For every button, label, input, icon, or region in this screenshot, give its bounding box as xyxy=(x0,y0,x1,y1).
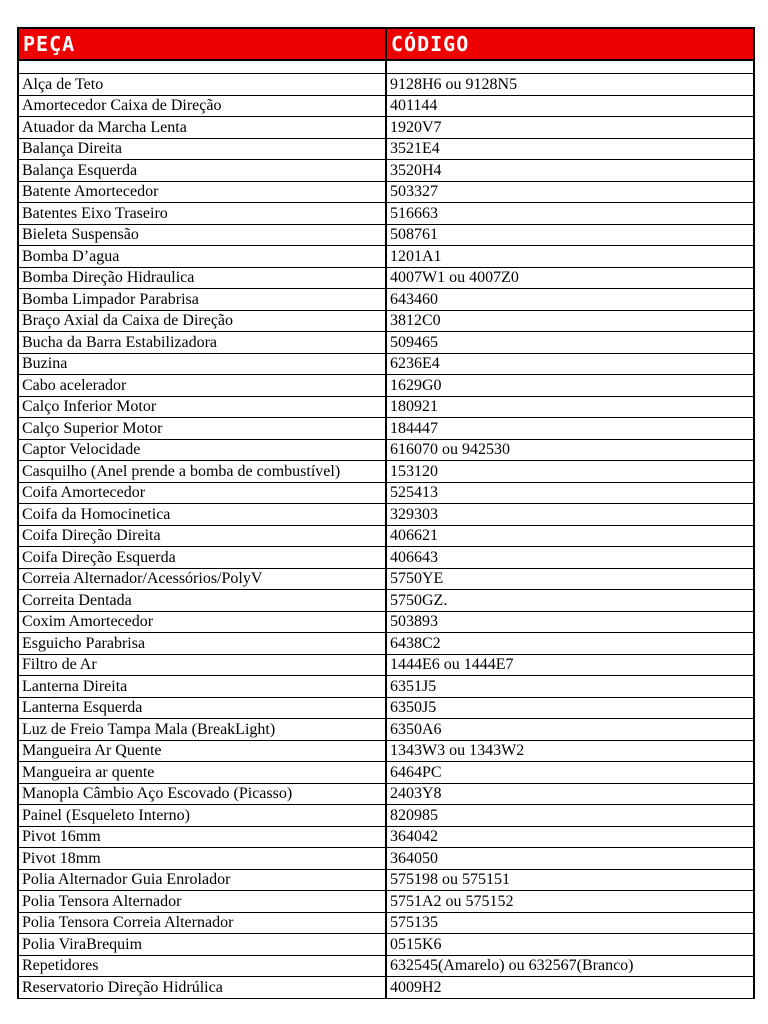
table-row xyxy=(18,310,754,332)
part-name-cell: Mangueira ar quente xyxy=(18,762,386,784)
part-name-cell: Braço Axial da Caixa de Direção xyxy=(18,310,386,332)
part-name-cell: Correita Dentada xyxy=(18,590,386,612)
part-name-cell: Alça de Teto xyxy=(18,74,386,96)
part-code-cell: 1444E6 ou 1444E7 xyxy=(386,654,754,676)
table-row xyxy=(18,697,754,719)
part-code-cell: 509465 xyxy=(386,332,754,354)
table-row xyxy=(18,848,754,870)
part-name-cell: Captor Velocidade xyxy=(18,439,386,461)
part-code-cell: 364042 xyxy=(386,826,754,848)
part-name-cell: Mangueira Ar Quente xyxy=(18,740,386,762)
part-code-cell: 0515K6 xyxy=(386,934,754,956)
part-code-cell: 329303 xyxy=(386,504,754,526)
part-code-cell: 820985 xyxy=(386,805,754,827)
part-code-cell: 9128H6 ou 9128N5 xyxy=(386,74,754,96)
table-row xyxy=(18,418,754,440)
table-row xyxy=(18,203,754,225)
part-code-cell: 503327 xyxy=(386,181,754,203)
part-code-cell: 643460 xyxy=(386,289,754,311)
part-code-cell: 5750GZ. xyxy=(386,590,754,612)
table-row xyxy=(18,482,754,504)
part-name-cell: Coifa da Homocinetica xyxy=(18,504,386,526)
part-code-cell: 364050 xyxy=(386,848,754,870)
part-name-cell: Polia Alternador Guia Enrolador xyxy=(18,869,386,891)
table-row xyxy=(18,826,754,848)
part-name-cell: Bucha da Barra Estabilizadora xyxy=(18,332,386,354)
part-code-cell: 6438C2 xyxy=(386,633,754,655)
part-code-cell: 503893 xyxy=(386,611,754,633)
parts-table xyxy=(17,27,755,999)
table-row xyxy=(18,525,754,547)
part-name-cell: Bomba Direção Hidraulica xyxy=(18,267,386,289)
part-code-cell: 525413 xyxy=(386,482,754,504)
table-row xyxy=(18,783,754,805)
part-name-cell: Reservatorio Direção Hidrúlica xyxy=(18,977,386,999)
part-name-cell: Esguicho Parabrisa xyxy=(18,633,386,655)
table-row xyxy=(18,439,754,461)
part-name-cell: Filtro de Ar xyxy=(18,654,386,676)
part-code-cell: 5751A2 ou 575152 xyxy=(386,891,754,913)
table-row xyxy=(18,246,754,268)
part-name-cell: Balança Esquerda xyxy=(18,160,386,182)
part-name-cell: Pivot 18mm xyxy=(18,848,386,870)
part-code-cell: 6350J5 xyxy=(386,697,754,719)
table-row xyxy=(18,289,754,311)
part-code-cell: 575198 ou 575151 xyxy=(386,869,754,891)
table-row xyxy=(18,504,754,526)
part-name-cell: Amortecedor Caixa de Direção xyxy=(18,95,386,117)
spacer-cell xyxy=(386,60,754,74)
table-row xyxy=(18,611,754,633)
table-row xyxy=(18,869,754,891)
part-name-cell: Batentes Eixo Traseiro xyxy=(18,203,386,225)
part-code-cell: 616070 ou 942530 xyxy=(386,439,754,461)
part-code-cell: 3521E4 xyxy=(386,138,754,160)
part-name-cell: Lanterna Esquerda xyxy=(18,697,386,719)
part-code-cell: 1343W3 ou 1343W2 xyxy=(386,740,754,762)
table-row xyxy=(18,375,754,397)
table-row xyxy=(18,547,754,569)
part-code-cell: 4009H2 xyxy=(386,977,754,999)
part-code-cell: 516663 xyxy=(386,203,754,225)
part-name-cell: Buzina xyxy=(18,353,386,375)
part-code-cell: 575135 xyxy=(386,912,754,934)
table-row xyxy=(18,654,754,676)
part-code-cell: 406621 xyxy=(386,525,754,547)
part-code-cell: 4007W1 ou 4007Z0 xyxy=(386,267,754,289)
part-name-cell: Correia Alternador/Acessórios/PolyV xyxy=(18,568,386,590)
table-row xyxy=(18,74,754,96)
table-row xyxy=(18,633,754,655)
table-row xyxy=(18,977,754,999)
part-name-cell: Casquilho (Anel prende a bomba de combustível) xyxy=(18,461,386,483)
spacer-row xyxy=(18,60,754,74)
part-code-cell: 406643 xyxy=(386,547,754,569)
part-code-cell: 5750YE xyxy=(386,568,754,590)
table-row xyxy=(18,740,754,762)
spacer-cell xyxy=(18,60,386,74)
part-name-cell: Coifa Amortecedor xyxy=(18,482,386,504)
part-code-cell: 180921 xyxy=(386,396,754,418)
table-row xyxy=(18,332,754,354)
part-name-cell: Polia ViraBrequim xyxy=(18,934,386,956)
part-name-cell: Luz de Freio Tampa Mala (BreakLight) xyxy=(18,719,386,741)
table-row xyxy=(18,912,754,934)
part-code-cell: 153120 xyxy=(386,461,754,483)
part-code-cell: 3520H4 xyxy=(386,160,754,182)
table-row xyxy=(18,762,754,784)
table-row xyxy=(18,224,754,246)
part-name-cell: Polia Tensora Alternador xyxy=(18,891,386,913)
table-row xyxy=(18,590,754,612)
part-name-cell: Calço Superior Motor xyxy=(18,418,386,440)
part-name-cell: Cabo acelerador xyxy=(18,375,386,397)
table-row xyxy=(18,353,754,375)
table-row xyxy=(18,160,754,182)
table-row xyxy=(18,805,754,827)
part-name-cell: Polia Tensora Correia Alternador xyxy=(18,912,386,934)
table-row xyxy=(18,955,754,977)
part-code-cell: 1201A1 xyxy=(386,246,754,268)
table-row xyxy=(18,95,754,117)
part-code-cell: 401144 xyxy=(386,95,754,117)
part-name-cell: Coxim Amortecedor xyxy=(18,611,386,633)
table-row xyxy=(18,891,754,913)
part-code-cell: 508761 xyxy=(386,224,754,246)
part-name-cell: Coifa Direção Esquerda xyxy=(18,547,386,569)
part-code-cell: 1920V7 xyxy=(386,117,754,139)
table-row xyxy=(18,719,754,741)
table-row xyxy=(18,138,754,160)
part-code-cell: 184447 xyxy=(386,418,754,440)
table-row xyxy=(18,461,754,483)
part-name-cell: Bieleta Suspensão xyxy=(18,224,386,246)
part-code-cell: 6236E4 xyxy=(386,353,754,375)
part-name-cell: Balança Direita xyxy=(18,138,386,160)
table-row xyxy=(18,568,754,590)
header-part: PEÇA xyxy=(18,28,386,60)
part-code-cell: 6351J5 xyxy=(386,676,754,698)
table-body xyxy=(18,60,754,998)
part-name-cell: Coifa Direção Direita xyxy=(18,525,386,547)
header-code: CÓDIGO xyxy=(386,28,754,60)
part-code-cell: 3812C0 xyxy=(386,310,754,332)
part-code-cell: 6350A6 xyxy=(386,719,754,741)
part-name-cell: Batente Amortecedor xyxy=(18,181,386,203)
part-name-cell: Calço Inferior Motor xyxy=(18,396,386,418)
table-row xyxy=(18,396,754,418)
part-name-cell: Repetidores xyxy=(18,955,386,977)
part-name-cell: Bomba D’agua xyxy=(18,246,386,268)
part-code-cell: 1629G0 xyxy=(386,375,754,397)
part-code-cell: 6464PC xyxy=(386,762,754,784)
table-row xyxy=(18,676,754,698)
part-code-cell: 2403Y8 xyxy=(386,783,754,805)
table-row xyxy=(18,934,754,956)
table-row xyxy=(18,117,754,139)
part-name-cell: Pivot 16mm xyxy=(18,826,386,848)
table-header-row xyxy=(18,28,754,60)
table-row xyxy=(18,267,754,289)
part-name-cell: Manopla Câmbio Aço Escovado (Picasso) xyxy=(18,783,386,805)
table-row xyxy=(18,181,754,203)
part-name-cell: Atuador da Marcha Lenta xyxy=(18,117,386,139)
part-name-cell: Bomba Limpador Parabrisa xyxy=(18,289,386,311)
part-name-cell: Painel (Esqueleto Interno) xyxy=(18,805,386,827)
part-name-cell: Lanterna Direita xyxy=(18,676,386,698)
part-code-cell: 632545(Amarelo) ou 632567(Branco) xyxy=(386,955,754,977)
